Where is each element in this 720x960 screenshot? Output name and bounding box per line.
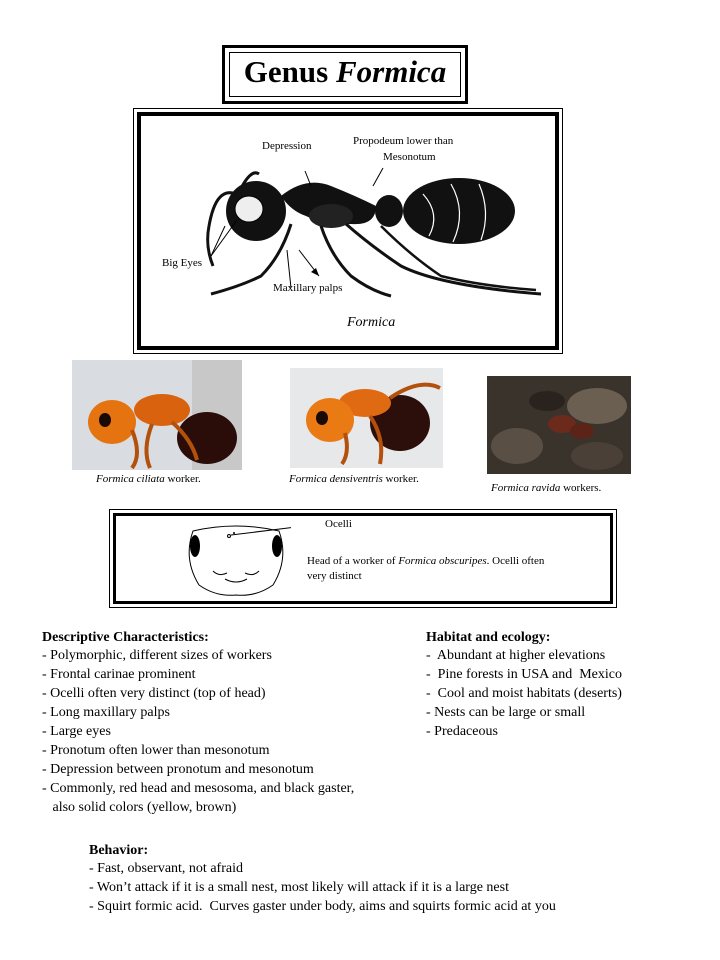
- descriptive-item: - Commonly, red head and mesosoma, and black gaster,: [42, 781, 355, 796]
- head-description: [307, 554, 607, 584]
- ant-diagram-inner-frame: [137, 112, 559, 350]
- descriptive-item: - Long maxillary palps: [42, 705, 170, 720]
- descriptive-item: - Depression between pronotum and mesonotum: [42, 762, 314, 777]
- head-desc-rest: . Ocelli often: [486, 555, 545, 567]
- behavior-section: [89, 843, 556, 916]
- head-desc-species: Formica obscuripes: [398, 555, 487, 567]
- ocellus: [228, 535, 231, 538]
- photo-formica-ciliata: [72, 360, 242, 470]
- behavior-item: - Squirt formic acid. Curves gaster under body, aims and squirts formic acid at you: [89, 899, 556, 914]
- habitat-item: - Pine forests in USA and Mexico: [426, 667, 622, 682]
- label-maxillary-palps: Maxillary palps: [273, 282, 343, 294]
- habitat-item: - Nests can be large or small: [426, 705, 586, 720]
- label-big-eyes: Big Eyes: [162, 257, 203, 269]
- descriptive-item: also solid colors (yellow, brown): [42, 800, 237, 815]
- descriptive-item: - Frontal carinae prominent: [42, 667, 196, 682]
- habitat-heading: Habitat and ecology:: [426, 630, 551, 645]
- title-genus: Formica: [335, 54, 447, 89]
- photo-formica-densiventris: [290, 368, 443, 468]
- caption-ravida-species: Formica ravida: [491, 482, 561, 494]
- head-figure-frame: [109, 509, 617, 608]
- diagram-caption: Formica: [347, 315, 396, 330]
- ant-petiole: [375, 195, 403, 227]
- descriptive-heading: Descriptive Characteristics:: [42, 630, 209, 645]
- label-propodeum-line1: Propodeum lower than: [353, 135, 454, 147]
- caption-densiventris-rest: worker.: [382, 473, 419, 485]
- habitat-section: [426, 630, 622, 741]
- caption-formica-ravida: [491, 482, 601, 494]
- title-prefix: Genus: [243, 54, 329, 89]
- head-eye-left: [190, 535, 200, 557]
- title-box: [222, 45, 468, 104]
- descriptive-section: [42, 630, 354, 817]
- caption-densiventris-species: Formica densiventris: [289, 473, 383, 485]
- behavior-item: - Fast, observant, not afraid: [89, 861, 243, 876]
- head-desc-line2: very distinct: [307, 570, 362, 582]
- habitat-item: - Cool and moist habitats (deserts): [426, 686, 622, 701]
- photo-formica-ravida: [487, 376, 631, 474]
- ant-eye: [235, 196, 263, 222]
- descriptive-item: - Pronotum often lower than mesonotum: [42, 743, 270, 758]
- caption-formica-ciliata: [96, 473, 201, 485]
- habitat-item: - Predaceous: [426, 724, 498, 739]
- page-title: [225, 54, 465, 90]
- descriptive-item: - Ocelli often very distinct (top of head): [42, 686, 266, 701]
- label-depression: Depression: [262, 140, 312, 152]
- caption-ravida-rest: workers.: [560, 482, 602, 494]
- caption-ciliata-species: Formica ciliata: [96, 473, 165, 485]
- ant-diagram-frame: [133, 108, 563, 354]
- caption-ciliata-rest: worker.: [164, 473, 201, 485]
- behavior-heading: Behavior:: [89, 843, 149, 858]
- habitat-item: - Abundant at higher elevations: [426, 648, 606, 663]
- caption-formica-densiventris: [289, 473, 419, 485]
- descriptive-item: - Large eyes: [42, 724, 111, 739]
- head-figure-inner-frame: [113, 513, 613, 604]
- label-propodeum-line2: Mesonotum: [383, 151, 436, 163]
- head-eye-right: [272, 535, 282, 557]
- label-ocelli: Ocelli: [325, 518, 352, 530]
- descriptive-item: - Polymorphic, different sizes of workers: [42, 648, 272, 663]
- behavior-item: - Won’t attack if it is a small nest, most likely will attack if it is a large nest: [89, 880, 509, 895]
- ant-drawing: [141, 116, 557, 348]
- ant-head-outline: [181, 519, 291, 599]
- head-desc-prefix: Head of a worker of: [307, 555, 399, 567]
